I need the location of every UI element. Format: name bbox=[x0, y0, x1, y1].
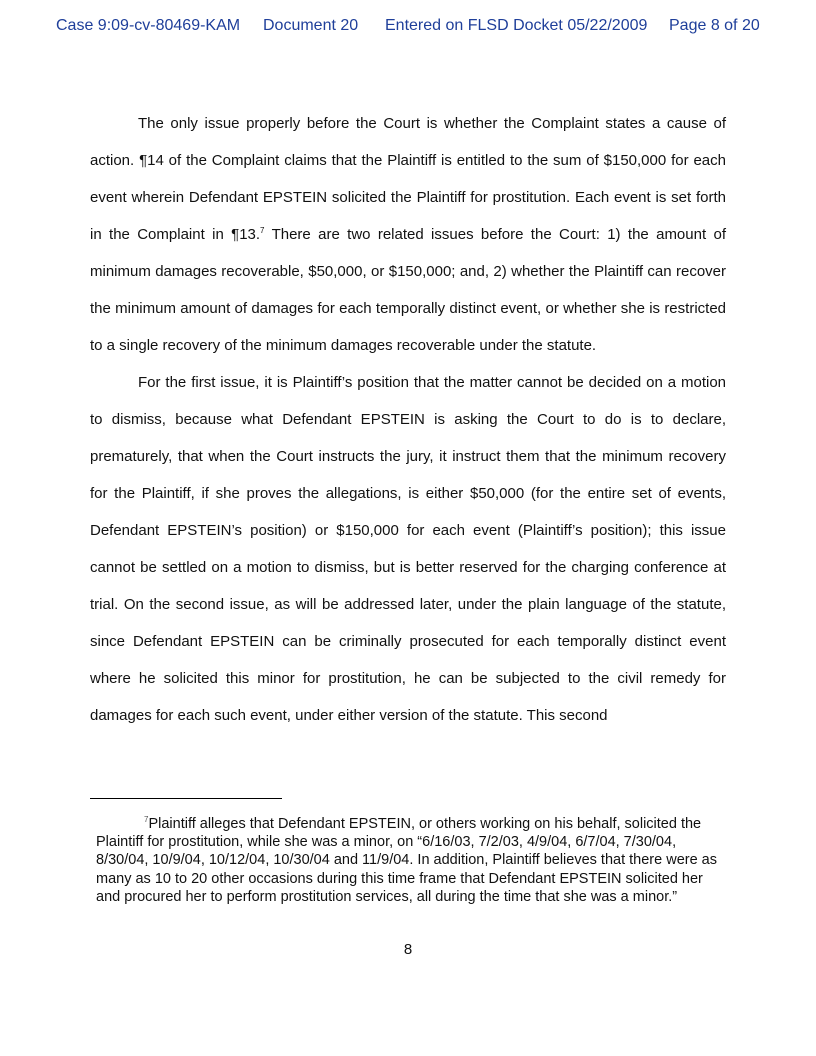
page-number: 8 bbox=[403, 941, 413, 958]
page-of-total: Page 8 of 20 bbox=[669, 17, 760, 34]
document-number: Document 20 bbox=[263, 17, 359, 34]
docket-header bbox=[0, 17, 816, 39]
footnote-reference[interactable]: 7 bbox=[260, 226, 265, 235]
document-body bbox=[90, 105, 726, 734]
case-number: Case 9:09-cv-80469-KAM bbox=[56, 17, 241, 34]
paragraph-1-text-continued: There are two related issues before the Court: 1) the amount of minimum damages recoverable, $50,000, or $150,000; and, 2) whether the Plaintiff can recover the minimum amount of damages for each temporally distinct event, or whether she is restricted to a single recovery of the minimum damages recoverable under the statute. bbox=[90, 226, 726, 354]
footnote-text: Plaintiff alleges that Defendant EPSTEIN, or others working on his behalf, solicited the Plaintiff for prostitution, while she was a minor, on “6/16/03, 7/2/03, 4/9/04, 6/7/04, 7/30/04, 8/30/04, 10/9/04, 10/12/04, 10/30/04 and 11/9/04. In addition, Plaintiff believes that there were as many as 10 to 20 other occasions during this time frame that Defendant EPSTEIN solicited her and procured her to perform prostitution services, all during the time that she was a minor.” bbox=[96, 816, 718, 905]
docket-entry-date: Entered on FLSD Docket 05/22/2009 bbox=[385, 17, 648, 34]
paragraph-1 bbox=[90, 105, 726, 364]
footnote-number: 7 bbox=[144, 815, 149, 825]
footnote-divider bbox=[90, 798, 282, 799]
paragraph-2: For the first issue, it is Plaintiff’s position that the matter cannot be decided on a motion to dismiss, because what Defendant EPSTEIN is asking the Court to do is to declare, prematurely, that when the Court instructs the jury, it instruct them that the minimum recovery for the Plaintiff, if she proves the allegations, is either $50,000 (for the entire set of events, Defendant EPSTEIN’s position) or $150,000 for each event (Plaintiff’s position); this issue cannot be settled on a motion to dismiss, but is better reserved for the charging conference at trial. On the second issue, as will be addressed later, under the plain language of the statute, since Defendant EPSTEIN can be criminally prosecuted for each temporally distinct event where he solicited this minor for prostitution, he can be subjected to the civil remedy for damages for each such event, under either version of the statute. This second bbox=[90, 374, 726, 724]
paragraph-1-text: The only issue properly before the Court is whether the Complaint states a cause of action. ¶14 of the Complaint claims that the Plaintiff is entitled to the sum of $150,000 for each event wherein Defendant EPSTEIN solicited the Plaintiff for prostitution. Each event is set forth in the Complaint in ¶13. bbox=[90, 115, 726, 243]
footnote bbox=[96, 815, 726, 906]
